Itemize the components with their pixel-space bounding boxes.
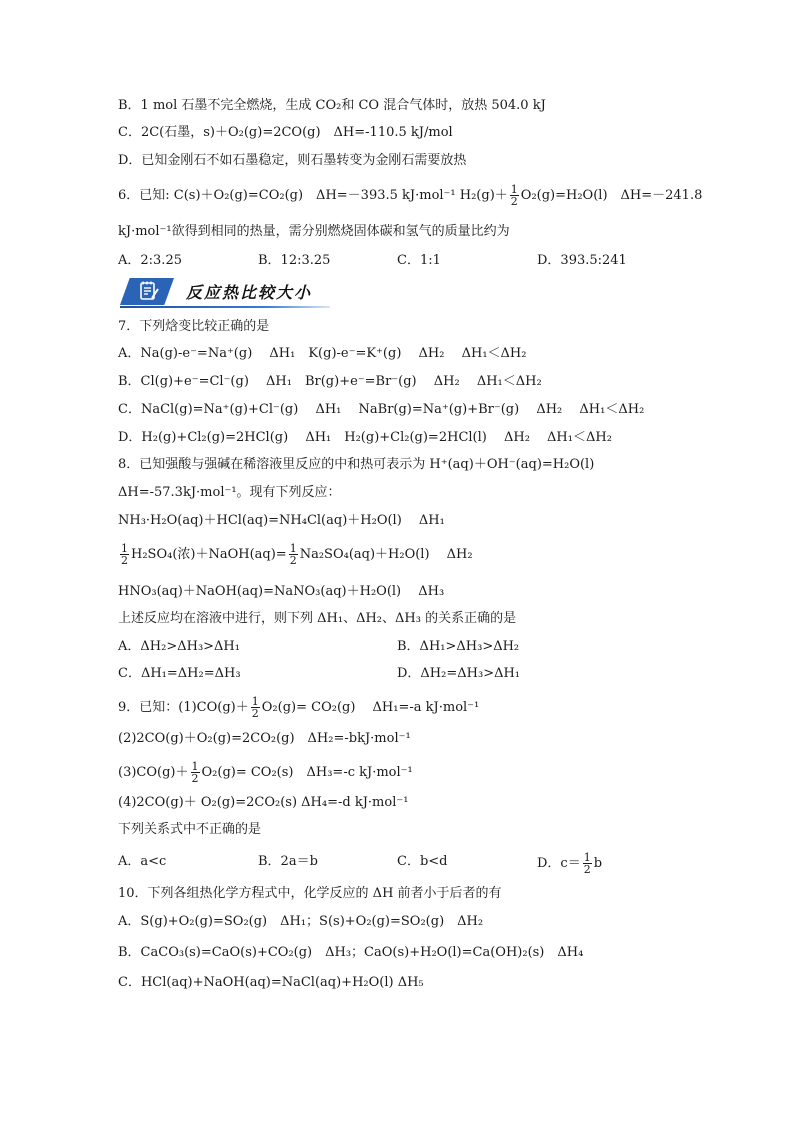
- q10-option-a: A．S(g)+O₂(g)=SO₂(g) ΔH₁；S(s)+O₂(g)=SO₂(g) ΔH₂: [118, 914, 484, 929]
- q9-question: 下列关系式中不正确的是: [118, 822, 262, 837]
- q8-reaction-2-part1: H₂SO₄(浓)＋NaOH(aq)=: [131, 547, 287, 562]
- q10-option-c: C．HCl(aq)+NaOH(aq)=NaCl(aq)+H₂O(l) ΔH₅: [118, 975, 424, 990]
- q6-option-b: B．12:3.25: [258, 253, 331, 268]
- q8-question: 上述反应均在溶液中进行，则下列 ΔH₁、ΔH₂、ΔH₃ 的关系正确的是: [118, 611, 517, 626]
- q9-option-b: B．2a＝b: [258, 854, 318, 869]
- q9-reaction-1: [118, 696, 479, 719]
- q6-stem-part2: O₂(g)=H₂O(l) ΔH=－241.8: [520, 188, 703, 203]
- q6-stem-line2: kJ·mol⁻¹欲得到相同的热量，需分别燃烧固体碳和氢气的质量比约为: [118, 224, 510, 239]
- q7-stem: 7．下列焓变比较正确的是: [118, 319, 270, 334]
- q9-reaction-1-part1: 9．已知：(1)CO(g)＋: [118, 700, 249, 715]
- q9-reaction-2: (2)2CO(g)＋O₂(g)=2CO₂(g) ΔH₂=-bkJ·mol⁻¹: [118, 731, 411, 746]
- notepad-pen-icon: [138, 280, 160, 302]
- q8-option-a: A．ΔH₂>ΔH₃>ΔH₁: [118, 639, 240, 654]
- q10-stem: 10．下列各组热化学方程式中，化学反应的 ΔH 前者小于后者的有: [118, 886, 502, 901]
- q9-fraction-1: $\frac{1}{2}$: [251, 695, 259, 720]
- q9-reaction-3-part1: (3)CO(g)＋: [118, 765, 189, 780]
- q8-option-b: B．ΔH₁>ΔH₃>ΔH₂: [397, 639, 520, 654]
- q9-fraction-3: $\frac{1}{2}$: [191, 760, 199, 785]
- q6-option-a: A．2:3.25: [118, 253, 182, 268]
- q5-option-b: B．1 mol 石墨不完全燃烧，生成 CO₂和 CO 混合气体时，放热 504.0 kJ: [118, 98, 546, 113]
- q9-fraction-d: $\frac{1}{2}$: [583, 851, 591, 876]
- q8-fraction-2: $\frac{1}{2}$: [289, 542, 297, 567]
- banner-underline: [120, 306, 330, 308]
- q8-fraction-1: $\frac{1}{2}$: [121, 542, 128, 567]
- q9-option-c: C．b<d: [397, 854, 448, 869]
- q7-option-c: C．NaCl(g)=Na⁺(g)+Cl⁻(g) ΔH₁ NaBr(g)=Na⁺(g)+Br⁻(g) ΔH₂ ΔH₁＜ΔH₂: [118, 402, 645, 417]
- section-banner: [120, 276, 330, 310]
- q9-reaction-3: [118, 761, 413, 784]
- q5-option-d: D．已知金刚石不如石墨稳定，则石墨转变为金刚石需要放热: [118, 153, 467, 168]
- q8-reaction-1: NH₃·H₂O(aq)＋HCl(aq)=NH₄Cl(aq)＋H₂O(l) ΔH₁: [118, 513, 445, 528]
- q7-option-d: D．H₂(g)+Cl₂(g)=2HCl(g) ΔH₁ H₂(g)+Cl₂(g)=2HCl(l) ΔH₂ ΔH₁＜ΔH₂: [118, 430, 612, 445]
- q9-option-d-part1: D．c＝: [537, 856, 581, 871]
- q9-reaction-4: (4)2CO(g)＋ O₂(g)=2CO₂(s) ΔH₄=-d kJ·mol⁻¹: [118, 795, 409, 810]
- q7-option-a: A．Na(g)-e⁻=Na⁺(g) ΔH₁ K(g)-e⁻=K⁺(g) ΔH₂ ΔH₁＜ΔH₂: [118, 346, 527, 361]
- q8-reaction-2: [118, 543, 473, 566]
- q8-stem-line1: 8．已知强酸与强碱在稀溶液里反应的中和热可表示为 H⁺(aq)＋OH⁻(aq)=H₂O(l): [118, 457, 595, 472]
- q6-stem-line1: [118, 184, 702, 207]
- q9-option-d: [537, 852, 602, 875]
- q6-fraction: $\frac{1}{2}$: [510, 183, 518, 208]
- q8-option-d: D．ΔH₂=ΔH₃>ΔH₁: [397, 666, 521, 681]
- q6-option-c: C．1:1: [397, 253, 441, 268]
- q8-reaction-3: HNO₃(aq)＋NaOH(aq)=NaNO₃(aq)＋H₂O(l) ΔH₃: [118, 584, 445, 599]
- q8-option-c: C．ΔH₁=ΔH₂=ΔH₃: [118, 666, 241, 681]
- q8-reaction-2-part2: Na₂SO₄(aq)＋H₂O(l) ΔH₂: [299, 547, 473, 562]
- q9-option-d-part2: b: [593, 856, 603, 871]
- q10-option-b: B．CaCO₃(s)=CaO(s)+CO₂(g) ΔH₃；CaO(s)+H₂O(l)=Ca(OH)₂(s) ΔH₄: [118, 945, 584, 960]
- banner-title: 反应热比较大小: [186, 283, 313, 302]
- q9-option-a: A．a<c: [118, 854, 167, 869]
- q6-option-d: D．393.5:241: [537, 253, 627, 268]
- q6-stem-part1: 6．已知: C(s)＋O₂(g)=CO₂(g) ΔH=－393.5 kJ·mol⁻¹ H₂(g)＋: [118, 188, 508, 203]
- q9-reaction-3-part2: O₂(g)= CO₂(s) ΔH₃=-c kJ·mol⁻¹: [201, 765, 413, 780]
- q5-option-c: C．2C(石墨，s)＋O₂(g)=2CO(g) ΔH=-110.5 kJ/mol: [118, 125, 453, 140]
- q9-reaction-1-part2: O₂(g)= CO₂(g) ΔH₁=-a kJ·mol⁻¹: [261, 700, 480, 715]
- q7-option-b: B．Cl(g)+e⁻=Cl⁻(g) ΔH₁ Br(g)+e⁻=Br⁻(g) ΔH₂ ΔH₁＜ΔH₂: [118, 374, 542, 389]
- q8-stem-line2: ΔH=-57.3kJ·mol⁻¹。现有下列反应：: [118, 485, 341, 500]
